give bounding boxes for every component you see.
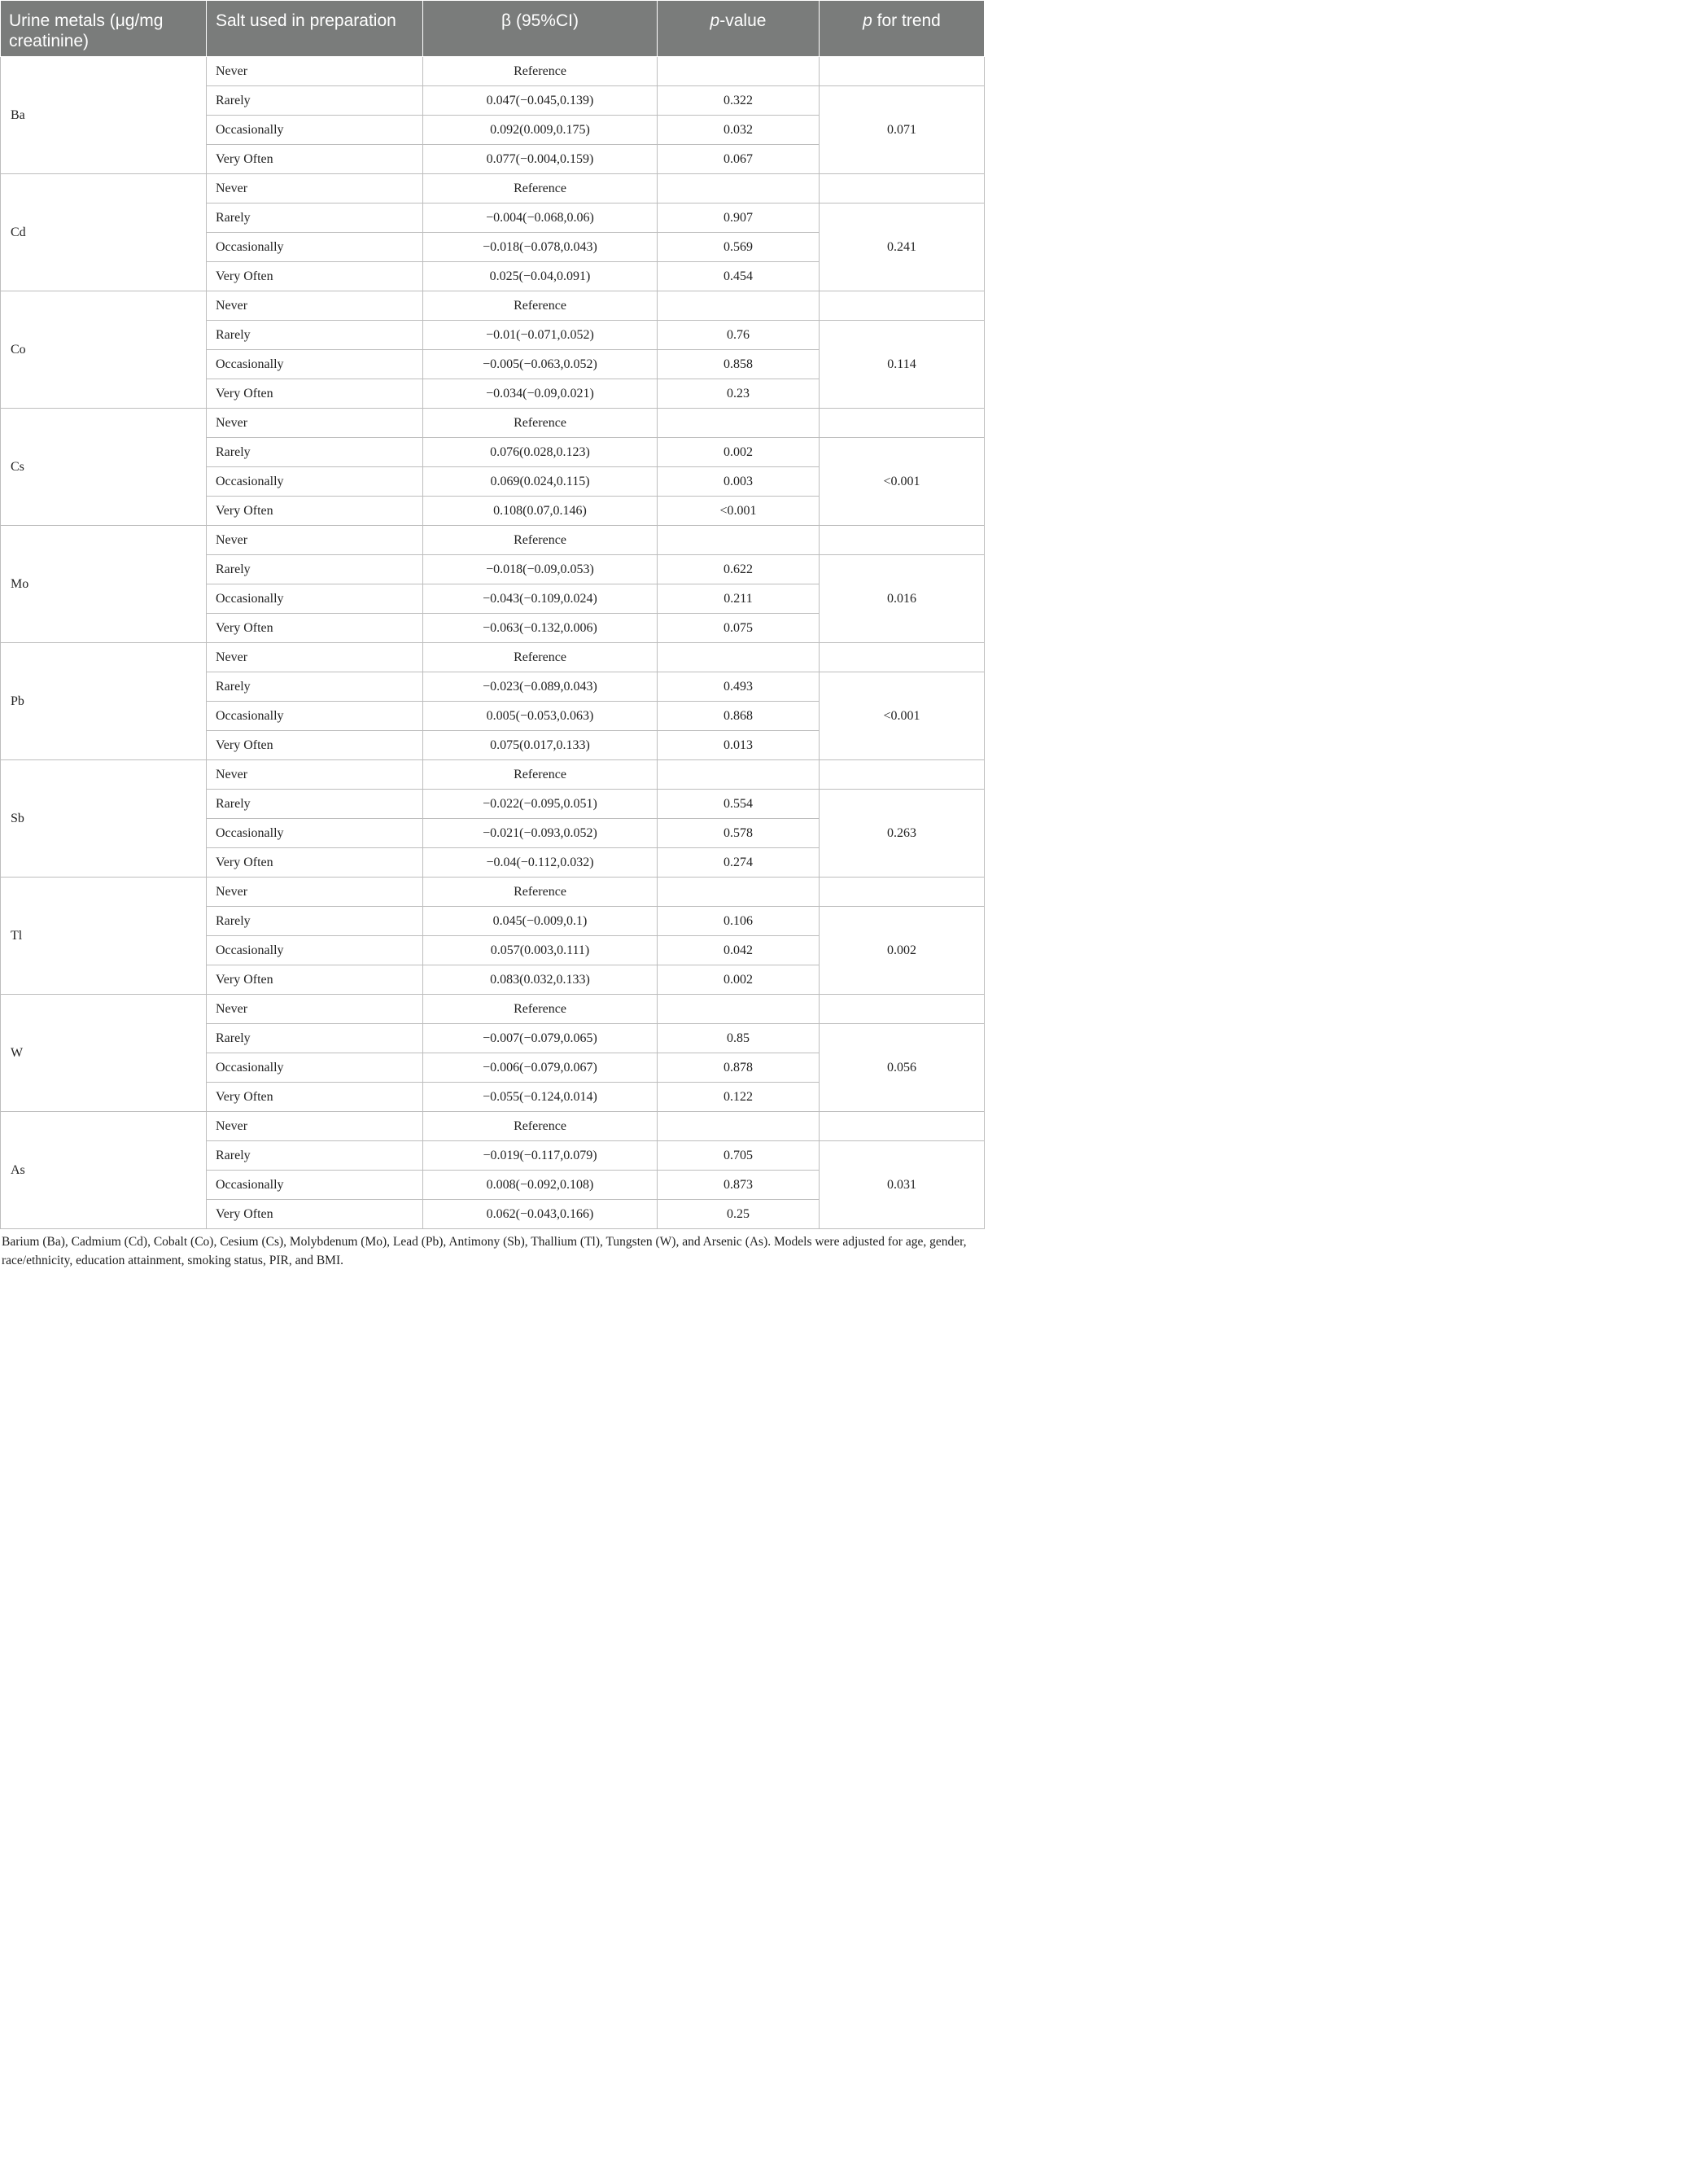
p-value-cell xyxy=(658,291,820,321)
p-value-cell xyxy=(658,995,820,1024)
p-value-cell: 0.042 xyxy=(658,936,820,965)
beta-ci-cell: 0.008(−0.092,0.108) xyxy=(423,1171,658,1200)
beta-ci-cell: Reference xyxy=(423,526,658,555)
salt-cell: Very Often xyxy=(207,614,423,643)
p-value-cell: <0.001 xyxy=(658,497,820,526)
p-value-cell: 0.868 xyxy=(658,702,820,731)
p-value-cell: 0.322 xyxy=(658,86,820,116)
salt-cell: Never xyxy=(207,57,423,86)
beta-ci-cell: −0.04(−0.112,0.032) xyxy=(423,848,658,878)
p-value-cell xyxy=(658,1112,820,1141)
p-value-cell: 0.907 xyxy=(658,204,820,233)
p-value-cell xyxy=(658,526,820,555)
beta-ci-cell: 0.075(0.017,0.133) xyxy=(423,731,658,760)
beta-ci-cell: −0.055(−0.124,0.014) xyxy=(423,1083,658,1112)
metal-cell: Co xyxy=(1,291,207,409)
salt-cell: Rarely xyxy=(207,1141,423,1171)
p-value-cell xyxy=(658,57,820,86)
salt-cell: Very Often xyxy=(207,262,423,291)
p-value-cell: 0.878 xyxy=(658,1053,820,1083)
p-trend-empty-cell xyxy=(820,409,985,438)
salt-cell: Occasionally xyxy=(207,584,423,614)
beta-ci-cell: −0.007(−0.079,0.065) xyxy=(423,1024,658,1053)
salt-cell: Never xyxy=(207,760,423,790)
beta-ci-cell: −0.034(−0.09,0.021) xyxy=(423,379,658,409)
beta-ci-cell: 0.057(0.003,0.111) xyxy=(423,936,658,965)
header-urine-metals: Urine metals (μg/mg creatinine) xyxy=(1,1,207,57)
header-trend-rest: for trend xyxy=(872,11,941,30)
salt-cell: Rarely xyxy=(207,672,423,702)
salt-cell: Never xyxy=(207,291,423,321)
p-value-cell xyxy=(658,760,820,790)
beta-ci-cell: 0.047(−0.045,0.139) xyxy=(423,86,658,116)
salt-cell: Very Often xyxy=(207,848,423,878)
salt-cell: Never xyxy=(207,878,423,907)
beta-ci-cell: −0.023(−0.089,0.043) xyxy=(423,672,658,702)
header-beta-ci: β (95%CI) xyxy=(423,1,658,57)
salt-cell: Never xyxy=(207,1112,423,1141)
beta-ci-cell: 0.083(0.032,0.133) xyxy=(423,965,658,995)
p-value-cell: 0.002 xyxy=(658,965,820,995)
header-salt-used: Salt used in preparation xyxy=(207,1,423,57)
p-value-cell: 0.622 xyxy=(658,555,820,584)
metal-cell: Tl xyxy=(1,878,207,995)
metal-cell: Mo xyxy=(1,526,207,643)
salt-cell: Rarely xyxy=(207,907,423,936)
beta-ci-cell: −0.004(−0.068,0.06) xyxy=(423,204,658,233)
p-value-cell: 0.873 xyxy=(658,1171,820,1200)
salt-cell: Very Often xyxy=(207,379,423,409)
salt-cell: Rarely xyxy=(207,204,423,233)
metal-cell: Ba xyxy=(1,57,207,174)
beta-ci-cell: Reference xyxy=(423,174,658,204)
beta-ci-cell: Reference xyxy=(423,1112,658,1141)
p-trend-cell: 0.241 xyxy=(820,204,985,291)
beta-ci-cell: 0.108(0.07,0.146) xyxy=(423,497,658,526)
p-trend-empty-cell xyxy=(820,174,985,204)
table-header xyxy=(1,1,985,57)
beta-ci-cell: Reference xyxy=(423,878,658,907)
beta-ci-cell: Reference xyxy=(423,57,658,86)
table-row xyxy=(1,1112,985,1141)
table-row xyxy=(1,409,985,438)
p-trend-cell: 0.114 xyxy=(820,321,985,409)
salt-cell: Very Often xyxy=(207,731,423,760)
p-value-cell xyxy=(658,643,820,672)
p-value-cell: 0.122 xyxy=(658,1083,820,1112)
metal-cell: Cd xyxy=(1,174,207,291)
p-value-cell: 0.554 xyxy=(658,790,820,819)
p-trend-empty-cell xyxy=(820,760,985,790)
table-row xyxy=(1,174,985,204)
salt-cell: Occasionally xyxy=(207,233,423,262)
salt-cell: Never xyxy=(207,174,423,204)
p-value-cell: 0.76 xyxy=(658,321,820,350)
salt-cell: Never xyxy=(207,526,423,555)
salt-cell: Rarely xyxy=(207,86,423,116)
beta-ci-cell: 0.069(0.024,0.115) xyxy=(423,467,658,497)
p-value-cell xyxy=(658,409,820,438)
beta-ci-cell: −0.043(−0.109,0.024) xyxy=(423,584,658,614)
beta-ci-cell: −0.021(−0.093,0.052) xyxy=(423,819,658,848)
regression-table xyxy=(0,0,985,1229)
beta-ci-cell: Reference xyxy=(423,291,658,321)
beta-ci-cell: 0.045(−0.009,0.1) xyxy=(423,907,658,936)
header-p-for-trend xyxy=(820,1,985,57)
salt-cell: Never xyxy=(207,409,423,438)
header-p-value xyxy=(658,1,820,57)
salt-cell: Occasionally xyxy=(207,702,423,731)
salt-cell: Never xyxy=(207,643,423,672)
beta-ci-cell: Reference xyxy=(423,760,658,790)
beta-ci-cell: 0.092(0.009,0.175) xyxy=(423,116,658,145)
p-value-cell: 0.013 xyxy=(658,731,820,760)
table-row xyxy=(1,643,985,672)
salt-cell: Rarely xyxy=(207,555,423,584)
p-value-cell xyxy=(658,878,820,907)
metal-cell: Sb xyxy=(1,760,207,878)
metal-cell: W xyxy=(1,995,207,1112)
salt-cell: Rarely xyxy=(207,438,423,467)
salt-cell: Very Often xyxy=(207,497,423,526)
table-row xyxy=(1,878,985,907)
beta-ci-cell: −0.006(−0.079,0.067) xyxy=(423,1053,658,1083)
salt-cell: Occasionally xyxy=(207,1053,423,1083)
beta-ci-cell: 0.062(−0.043,0.166) xyxy=(423,1200,658,1229)
p-trend-cell: 0.031 xyxy=(820,1141,985,1229)
salt-cell: Rarely xyxy=(207,1024,423,1053)
p-trend-cell: 0.002 xyxy=(820,907,985,995)
p-trend-empty-cell xyxy=(820,995,985,1024)
table-row xyxy=(1,291,985,321)
salt-cell: Rarely xyxy=(207,790,423,819)
beta-ci-cell: 0.025(−0.04,0.091) xyxy=(423,262,658,291)
table-body xyxy=(1,57,985,1229)
p-value-cell: 0.858 xyxy=(658,350,820,379)
beta-ci-cell: 0.076(0.028,0.123) xyxy=(423,438,658,467)
p-value-cell: 0.493 xyxy=(658,672,820,702)
salt-cell: Occasionally xyxy=(207,116,423,145)
beta-ci-cell: −0.01(−0.071,0.052) xyxy=(423,321,658,350)
salt-cell: Occasionally xyxy=(207,467,423,497)
beta-ci-cell: −0.018(−0.09,0.053) xyxy=(423,555,658,584)
p-value-cell: 0.705 xyxy=(658,1141,820,1171)
salt-cell: Occasionally xyxy=(207,819,423,848)
salt-cell: Occasionally xyxy=(207,1171,423,1200)
p-trend-empty-cell xyxy=(820,878,985,907)
p-value-cell: 0.002 xyxy=(658,438,820,467)
p-trend-cell: 0.016 xyxy=(820,555,985,643)
beta-ci-cell: 0.005(−0.053,0.063) xyxy=(423,702,658,731)
beta-ci-cell: −0.005(−0.063,0.052) xyxy=(423,350,658,379)
p-value-cell: 0.211 xyxy=(658,584,820,614)
p-trend-cell: <0.001 xyxy=(820,438,985,526)
beta-ci-cell: Reference xyxy=(423,409,658,438)
p-trend-cell: 0.071 xyxy=(820,86,985,174)
header-p-italic: p xyxy=(710,11,720,30)
p-value-cell: 0.274 xyxy=(658,848,820,878)
salt-cell: Very Often xyxy=(207,1083,423,1112)
beta-ci-cell: −0.022(−0.095,0.051) xyxy=(423,790,658,819)
table-footnote: Barium (Ba), Cadmium (Cd), Cobalt (Co), Cesium (Cs), Molybdenum (Mo), Lead (Pb), Antimony (Sb), Thallium (Tl), Tungsten (W), and Arsenic (As). Models were adjusted for age, gender, race/ethnicity, education attainment, smoking status, PIR, and BMI. xyxy=(2,1235,967,1267)
p-value-cell: 0.106 xyxy=(658,907,820,936)
p-trend-cell: 0.263 xyxy=(820,790,985,878)
p-trend-empty-cell xyxy=(820,643,985,672)
metal-cell: Pb xyxy=(1,643,207,760)
p-value-cell: 0.25 xyxy=(658,1200,820,1229)
p-trend-empty-cell xyxy=(820,57,985,86)
beta-ci-cell: −0.063(−0.132,0.006) xyxy=(423,614,658,643)
p-value-cell: 0.569 xyxy=(658,233,820,262)
header-p-value-rest: -value xyxy=(719,11,767,30)
header-row xyxy=(1,1,985,57)
metal-cell: Cs xyxy=(1,409,207,526)
p-trend-empty-cell xyxy=(820,1112,985,1141)
p-value-cell: 0.075 xyxy=(658,614,820,643)
beta-ci-cell: Reference xyxy=(423,995,658,1024)
salt-cell: Rarely xyxy=(207,321,423,350)
table-document xyxy=(0,0,985,1270)
table-row xyxy=(1,995,985,1024)
salt-cell: Very Often xyxy=(207,965,423,995)
p-value-cell: 0.23 xyxy=(658,379,820,409)
salt-cell: Very Often xyxy=(207,145,423,174)
beta-ci-cell: 0.077(−0.004,0.159) xyxy=(423,145,658,174)
salt-cell: Occasionally xyxy=(207,936,423,965)
p-value-cell: 0.454 xyxy=(658,262,820,291)
beta-ci-cell: −0.018(−0.078,0.043) xyxy=(423,233,658,262)
header-trend-italic: p xyxy=(863,11,872,30)
salt-cell: Very Often xyxy=(207,1200,423,1229)
p-value-cell: 0.003 xyxy=(658,467,820,497)
p-trend-cell: 0.056 xyxy=(820,1024,985,1112)
table-row xyxy=(1,526,985,555)
p-value-cell: 0.067 xyxy=(658,145,820,174)
beta-ci-cell: Reference xyxy=(423,643,658,672)
p-value-cell: 0.85 xyxy=(658,1024,820,1053)
p-trend-empty-cell xyxy=(820,526,985,555)
table-row xyxy=(1,760,985,790)
p-trend-cell: <0.001 xyxy=(820,672,985,760)
salt-cell: Occasionally xyxy=(207,350,423,379)
p-value-cell xyxy=(658,174,820,204)
table-row xyxy=(1,57,985,86)
metal-cell: As xyxy=(1,1112,207,1229)
p-value-cell: 0.032 xyxy=(658,116,820,145)
p-value-cell: 0.578 xyxy=(658,819,820,848)
salt-cell: Never xyxy=(207,995,423,1024)
p-trend-empty-cell xyxy=(820,291,985,321)
beta-ci-cell: −0.019(−0.117,0.079) xyxy=(423,1141,658,1171)
